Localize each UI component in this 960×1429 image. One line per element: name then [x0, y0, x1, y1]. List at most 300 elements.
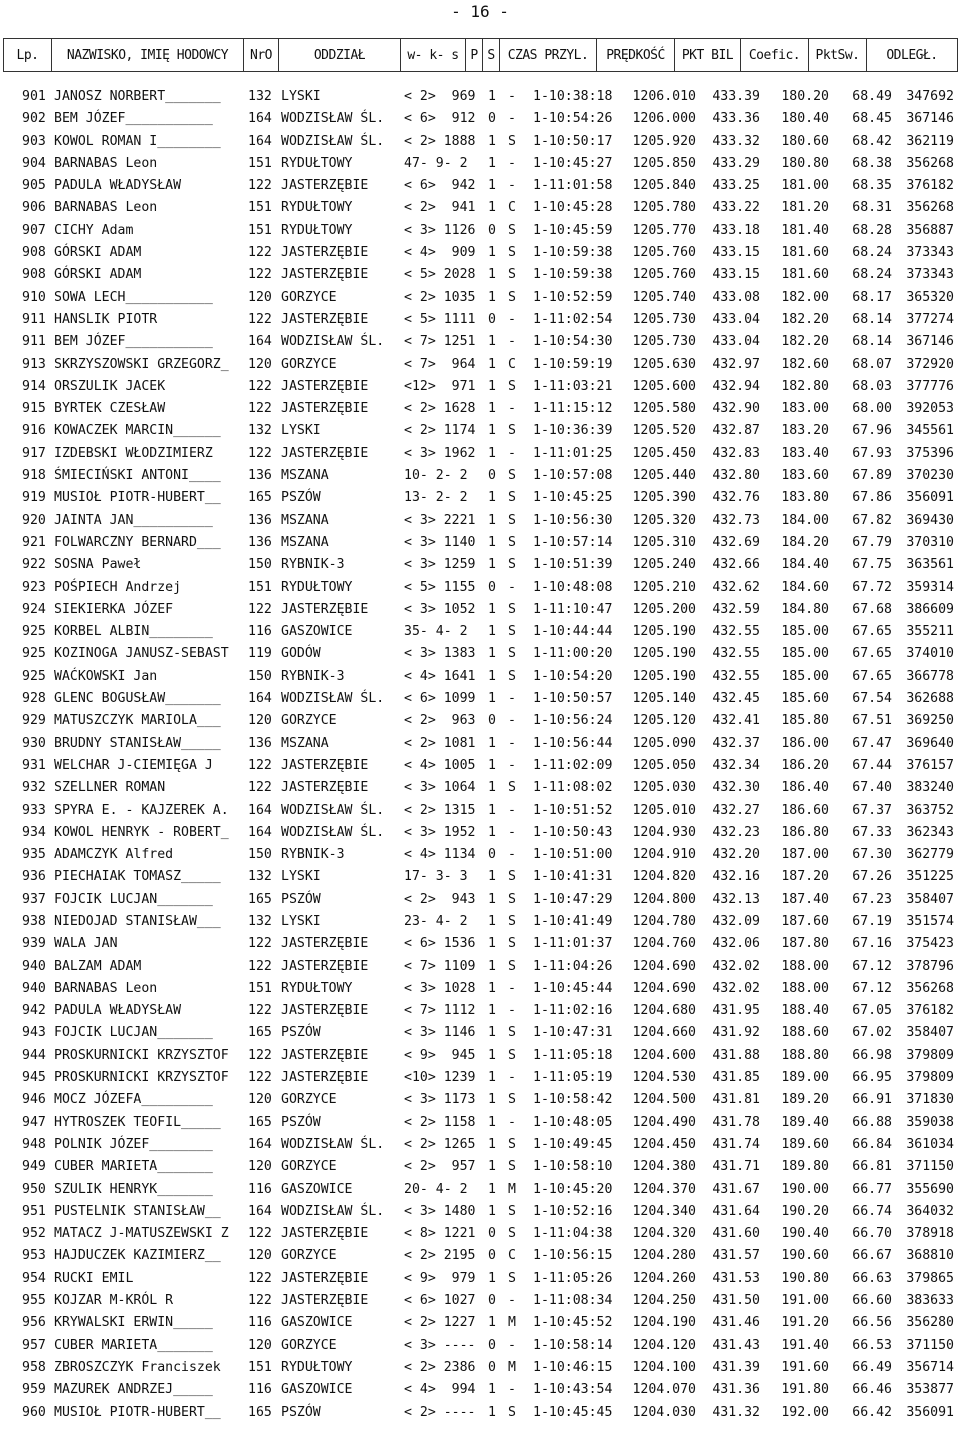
cell-p: 0 — [488, 1226, 496, 1242]
cell-lp: 913 — [22, 356, 46, 372]
cell-pktbil: 432.73 — [712, 512, 760, 528]
cell-pktsw: 66.53 — [852, 1337, 892, 1353]
cell-wks: < 7> 1109 — [404, 958, 476, 974]
cell-p: 1 — [488, 1181, 496, 1197]
cell-nro: 120 — [248, 356, 272, 372]
cell-oddzial: GASZOWICE — [281, 1382, 353, 1398]
cell-czas: 1-11:02:16 — [533, 1003, 613, 1019]
cell-pktbil: 431.46 — [712, 1315, 760, 1331]
cell-pktsw: 66.95 — [852, 1070, 892, 1086]
cell-wks: < 2> 957 — [404, 1159, 476, 1175]
cell-pktsw: 66.60 — [852, 1293, 892, 1309]
cell-nro: 122 — [248, 378, 272, 394]
cell-odleg: 361034 — [906, 1136, 954, 1152]
cell-predkosc: 1204.930 — [632, 824, 696, 840]
cell-wks: < 3> 1126 — [404, 222, 476, 238]
cell-pktsw: 68.00 — [852, 401, 892, 417]
cell-name: KOWOL HENRYK - ROBERT_ — [54, 824, 229, 840]
cell-oddzial: GASZOWICE — [281, 1315, 353, 1331]
cell-pktsw: 68.35 — [852, 178, 892, 194]
cell-name: KOJZAR M-KRÓL R — [54, 1293, 174, 1309]
cell-wks: < 2> 1081 — [404, 735, 476, 751]
cell-pktbil: 433.36 — [712, 111, 760, 127]
cell-wks: < 2> 941 — [404, 200, 476, 216]
cell-lp: 958 — [22, 1359, 46, 1375]
cell-s: - — [508, 111, 516, 127]
cell-coefic: 183.00 — [781, 401, 829, 417]
cell-nro: 122 — [248, 601, 272, 617]
table-row — [0, 510, 960, 532]
cell-name: MUSIOŁ PIOTR-HUBERT__ — [54, 490, 221, 506]
cell-pktbil: 431.53 — [712, 1270, 760, 1286]
cell-nro: 132 — [248, 869, 272, 885]
cell-czas: 1-10:48:08 — [533, 579, 613, 595]
table-row — [0, 1089, 960, 1111]
cell-s: S — [508, 780, 516, 796]
cell-lp: 955 — [22, 1293, 46, 1309]
cell-p: 1 — [488, 1136, 496, 1152]
cell-lp: 934 — [22, 824, 46, 840]
cell-coefic: 188.00 — [781, 958, 829, 974]
cell-oddzial: WODZISŁAW ŚL. — [281, 802, 385, 818]
cell-lp: 908 — [22, 245, 46, 261]
cell-pktsw: 68.03 — [852, 378, 892, 394]
cell-s: - — [508, 847, 516, 863]
cell-oddzial: PSZÓW — [281, 1025, 321, 1041]
cell-wks: 17- 3- 3 — [404, 869, 468, 885]
cell-czas: 1-11:08:34 — [533, 1293, 613, 1309]
cell-lp: 916 — [22, 423, 46, 439]
cell-pktsw: 67.02 — [852, 1025, 892, 1041]
cell-lp: 907 — [22, 222, 46, 238]
cell-pktsw: 67.12 — [852, 980, 892, 996]
cell-odleg: 374010 — [906, 646, 954, 662]
cell-predkosc: 1205.730 — [632, 334, 696, 350]
cell-pktbil: 431.88 — [712, 1047, 760, 1063]
cell-nro: 165 — [248, 1404, 272, 1420]
cell-p: 1 — [488, 824, 496, 840]
cell-lp: 902 — [22, 111, 46, 127]
cell-name: SZELLNER ROMAN — [54, 780, 166, 796]
cell-p: 1 — [488, 356, 496, 372]
cell-lp: 951 — [22, 1203, 46, 1219]
cell-odleg: 372920 — [906, 356, 954, 372]
cell-nro: 164 — [248, 334, 272, 350]
table-row — [0, 978, 960, 1000]
cell-coefic: 187.00 — [781, 847, 829, 863]
cell-oddzial: RYDUŁTOWY — [281, 155, 353, 171]
cell-coefic: 184.40 — [781, 557, 829, 573]
cell-s: S — [508, 289, 516, 305]
cell-s: - — [508, 1070, 516, 1086]
cell-nro: 136 — [248, 468, 272, 484]
cell-pktbil: 433.32 — [712, 133, 760, 149]
cell-nro: 150 — [248, 557, 272, 573]
table-row — [0, 933, 960, 955]
cell-nro: 164 — [248, 1136, 272, 1152]
cell-nro: 116 — [248, 1382, 272, 1398]
cell-oddzial: LYSKI — [281, 913, 321, 929]
cell-pktsw: 67.54 — [852, 691, 892, 707]
cell-odleg: 347692 — [906, 89, 954, 104]
cell-p: 0 — [488, 1248, 496, 1264]
cell-p: 1 — [488, 378, 496, 394]
cell-name: SPYRA E. - KAJZEREK A. — [54, 802, 229, 818]
cell-name: WELCHAR J-CIEMIĘGA J — [54, 757, 213, 773]
cell-pktbil: 431.85 — [712, 1070, 760, 1086]
cell-nro: 132 — [248, 913, 272, 929]
cell-pktsw: 66.70 — [852, 1226, 892, 1242]
cell-czas: 1-10:45:27 — [533, 155, 613, 171]
cell-name: HYTROSZEK TEOFIL_____ — [54, 1114, 221, 1130]
cell-lp: 905 — [22, 178, 46, 194]
cell-pktbil: 431.95 — [712, 1003, 760, 1019]
cell-nro: 122 — [248, 780, 272, 796]
cell-oddzial: MSZANA — [281, 468, 329, 484]
cell-coefic: 185.80 — [781, 713, 829, 729]
cell-czas: 1-10:59:38 — [533, 267, 613, 283]
cell-s: S — [508, 1092, 516, 1108]
cell-oddzial: JASTERZĘBIE — [281, 1003, 369, 1019]
cell-nro: 165 — [248, 1025, 272, 1041]
table-row — [0, 599, 960, 621]
cell-s: S — [508, 646, 516, 662]
cell-s: - — [508, 1003, 516, 1019]
cell-name: POLNIK JÓZEF________ — [54, 1136, 213, 1152]
cell-nro: 122 — [248, 1047, 272, 1063]
cell-czas: 1-10:50:43 — [533, 824, 613, 840]
cell-name: KOZINOGA JANUSZ-SEBAST — [54, 646, 229, 662]
cell-predkosc: 1205.920 — [632, 133, 696, 149]
cell-czas: 1-10:45:59 — [533, 222, 613, 238]
cell-p: 1 — [488, 289, 496, 305]
cell-oddzial: GORZYCE — [281, 1248, 337, 1264]
cell-pktbil: 432.59 — [712, 601, 760, 617]
cell-name: SZULIK HENRYK_______ — [54, 1181, 213, 1197]
cell-wks: < 2> 2195 — [404, 1248, 476, 1264]
header-col-pktsw: PktSw. — [809, 39, 867, 72]
cell-lp: 944 — [22, 1047, 46, 1063]
cell-czas: 1-10:48:05 — [533, 1114, 613, 1130]
cell-odleg: 392053 — [906, 401, 954, 417]
cell-pktbil: 433.15 — [712, 267, 760, 283]
cell-wks: < 3> 1173 — [404, 1092, 476, 1108]
cell-odleg: 362779 — [906, 847, 954, 863]
table-row — [0, 1402, 960, 1424]
cell-pktbil: 433.04 — [712, 334, 760, 350]
table-row — [0, 197, 960, 219]
cell-s: - — [508, 311, 516, 327]
cell-nro: 116 — [248, 1181, 272, 1197]
cell-oddzial: PSZÓW — [281, 1114, 321, 1130]
cell-odleg: 377274 — [906, 311, 954, 327]
cell-predkosc: 1204.070 — [632, 1382, 696, 1398]
cell-predkosc: 1205.190 — [632, 668, 696, 684]
cell-pktsw: 67.65 — [852, 646, 892, 662]
cell-name: MATUSZCZYK MARIOLA___ — [54, 713, 221, 729]
table-row — [0, 1290, 960, 1312]
cell-odleg: 370310 — [906, 534, 954, 550]
cell-predkosc: 1204.690 — [632, 980, 696, 996]
cell-oddzial: RYBNIK-3 — [281, 557, 345, 573]
cell-name: IZDEBSKI WŁODZIMIERZ — [54, 445, 213, 461]
cell-coefic: 190.40 — [781, 1226, 829, 1242]
cell-pktsw: 66.91 — [852, 1092, 892, 1108]
cell-coefic: 187.60 — [781, 913, 829, 929]
cell-s: - — [508, 1382, 516, 1398]
table-row — [0, 1312, 960, 1334]
cell-wks: 47- 9- 2 — [404, 155, 468, 171]
cell-wks: < 2> 1227 — [404, 1315, 476, 1331]
cell-predkosc: 1204.280 — [632, 1248, 696, 1264]
cell-czas: 1-10:54:26 — [533, 111, 613, 127]
cell-oddzial: GORZYCE — [281, 289, 337, 305]
cell-nro: 122 — [248, 267, 272, 283]
cell-nro: 120 — [248, 1248, 272, 1264]
cell-wks: < 2> 1158 — [404, 1114, 476, 1130]
cell-oddzial: WODZISŁAW ŚL. — [281, 1136, 385, 1152]
cell-nro: 122 — [248, 757, 272, 773]
cell-predkosc: 1205.200 — [632, 601, 696, 617]
cell-pktbil: 431.78 — [712, 1114, 760, 1130]
cell-coefic: 183.20 — [781, 423, 829, 439]
cell-pktbil: 433.08 — [712, 289, 760, 305]
table-row — [0, 1067, 960, 1089]
cell-pktbil: 432.13 — [712, 891, 760, 907]
cell-coefic: 185.00 — [781, 668, 829, 684]
cell-p: 1 — [488, 401, 496, 417]
cell-pktbil: 431.39 — [712, 1359, 760, 1375]
cell-s: S — [508, 668, 516, 684]
cell-odleg: 373343 — [906, 267, 954, 283]
cell-pktsw: 68.49 — [852, 89, 892, 104]
cell-name: SIEKIERKA JÓZEF — [54, 601, 174, 617]
cell-coefic: 189.80 — [781, 1159, 829, 1175]
cell-lp: 925 — [22, 646, 46, 662]
cell-odleg: 345561 — [906, 423, 954, 439]
cell-czas: 1-10:36:39 — [533, 423, 613, 439]
cell-lp: 903 — [22, 133, 46, 149]
cell-p: 1 — [488, 534, 496, 550]
cell-lp: 940 — [22, 980, 46, 996]
cell-lp: 933 — [22, 802, 46, 818]
cell-coefic: 192.00 — [781, 1404, 829, 1420]
cell-coefic: 185.60 — [781, 691, 829, 707]
cell-lp: 922 — [22, 557, 46, 573]
cell-czas: 1-10:47:31 — [533, 1025, 613, 1041]
cell-pktsw: 68.42 — [852, 133, 892, 149]
cell-lp: 936 — [22, 869, 46, 885]
cell-oddzial: RYDUŁTOWY — [281, 980, 353, 996]
cell-pktbil: 433.22 — [712, 200, 760, 216]
cell-odleg: 383240 — [906, 780, 954, 796]
cell-predkosc: 1205.630 — [632, 356, 696, 372]
table-row — [0, 777, 960, 799]
cell-odleg: 365320 — [906, 289, 954, 305]
cell-wks: < 2> 969 — [404, 89, 476, 104]
cell-pktsw: 68.28 — [852, 222, 892, 238]
table-row — [0, 443, 960, 465]
cell-s: S — [508, 601, 516, 617]
cell-lp: 924 — [22, 601, 46, 617]
cell-predkosc: 1205.450 — [632, 445, 696, 461]
cell-name: KOWOL ROMAN I________ — [54, 133, 221, 149]
cell-name: SKRZYSZOWSKI GRZEGORZ_ — [54, 356, 229, 372]
cell-name: RUCKI EMIL — [54, 1270, 134, 1286]
cell-nro: 164 — [248, 802, 272, 818]
table-row — [0, 755, 960, 777]
cell-nro: 165 — [248, 891, 272, 907]
cell-predkosc: 1205.140 — [632, 691, 696, 707]
cell-lp: 911 — [22, 311, 46, 327]
table-row — [0, 1112, 960, 1134]
cell-wks: < 7> 1251 — [404, 334, 476, 350]
cell-czas: 1-10:51:00 — [533, 847, 613, 863]
cell-pktsw: 67.30 — [852, 847, 892, 863]
cell-pktsw: 68.14 — [852, 334, 892, 350]
cell-pktbil: 432.90 — [712, 401, 760, 417]
cell-s: - — [508, 89, 516, 104]
cell-pktsw: 67.79 — [852, 534, 892, 550]
cell-s: S — [508, 1203, 516, 1219]
cell-predkosc: 1204.380 — [632, 1159, 696, 1175]
cell-wks: 10- 2- 2 — [404, 468, 468, 484]
cell-wks: < 3> 1140 — [404, 534, 476, 550]
cell-p: 1 — [488, 624, 496, 640]
cell-odleg: 378796 — [906, 958, 954, 974]
table-row — [0, 264, 960, 286]
table-row — [0, 1156, 960, 1178]
cell-name: GÓRSKI ADAM — [54, 245, 142, 261]
cell-oddzial: RYBNIK-3 — [281, 847, 345, 863]
cell-wks: < 6> 1099 — [404, 691, 476, 707]
cell-name: CUBER MARIETA_______ — [54, 1337, 213, 1353]
cell-czas: 1-10:58:42 — [533, 1092, 613, 1108]
cell-wks: < 2> 1628 — [404, 401, 476, 417]
cell-wks: < 3> 1962 — [404, 445, 476, 461]
cell-oddzial: WODZISŁAW ŚL. — [281, 824, 385, 840]
cell-pktbil: 431.36 — [712, 1382, 760, 1398]
cell-pktsw: 66.67 — [852, 1248, 892, 1264]
cell-oddzial: WODZISŁAW ŚL. — [281, 334, 385, 350]
cell-czas: 1-10:45:44 — [533, 980, 613, 996]
cell-s: - — [508, 401, 516, 417]
cell-pktsw: 67.16 — [852, 936, 892, 952]
cell-p: 0 — [488, 1337, 496, 1353]
cell-oddzial: MSZANA — [281, 512, 329, 528]
cell-s: - — [508, 579, 516, 595]
cell-predkosc: 1205.780 — [632, 200, 696, 216]
cell-s: S — [508, 624, 516, 640]
table-row — [0, 643, 960, 665]
cell-czas: 1-10:46:15 — [533, 1359, 613, 1375]
cell-oddzial: JASTERZĘBIE — [281, 267, 369, 283]
table-row — [0, 577, 960, 599]
cell-lp: 945 — [22, 1070, 46, 1086]
cell-pktbil: 432.97 — [712, 356, 760, 372]
cell-odleg: 351225 — [906, 869, 954, 885]
cell-coefic: 185.00 — [781, 646, 829, 662]
cell-predkosc: 1205.240 — [632, 557, 696, 573]
table-row — [0, 710, 960, 732]
table-row — [0, 108, 960, 130]
cell-nro: 164 — [248, 111, 272, 127]
cell-lp: 925 — [22, 668, 46, 684]
cell-predkosc: 1205.090 — [632, 735, 696, 751]
cell-czas: 1-10:47:29 — [533, 891, 613, 907]
cell-czas: 1-11:10:47 — [533, 601, 613, 617]
cell-p: 0 — [488, 468, 496, 484]
cell-pktsw: 68.45 — [852, 111, 892, 127]
cell-p: 1 — [488, 267, 496, 283]
cell-p: 1 — [488, 891, 496, 907]
cell-predkosc: 1205.190 — [632, 624, 696, 640]
cell-p: 1 — [488, 1114, 496, 1130]
cell-oddzial: RYDUŁTOWY — [281, 579, 353, 595]
table-row — [0, 309, 960, 331]
cell-predkosc: 1205.730 — [632, 311, 696, 327]
cell-coefic: 182.60 — [781, 356, 829, 372]
cell-odleg: 379809 — [906, 1047, 954, 1063]
cell-oddzial: MSZANA — [281, 534, 329, 550]
cell-predkosc: 1205.520 — [632, 423, 696, 439]
cell-name: BARNABAS Leon — [54, 200, 158, 216]
cell-predkosc: 1204.250 — [632, 1293, 696, 1309]
cell-predkosc: 1204.340 — [632, 1203, 696, 1219]
cell-p: 1 — [488, 1025, 496, 1041]
cell-pktsw: 67.96 — [852, 423, 892, 439]
cell-pktsw: 68.31 — [852, 200, 892, 216]
cell-s: S — [508, 1159, 516, 1175]
cell-oddzial: MSZANA — [281, 735, 329, 751]
cell-wks: < 9> 945 — [404, 1047, 476, 1063]
cell-name: WALA JAN — [54, 936, 118, 952]
cell-pktsw: 67.23 — [852, 891, 892, 907]
cell-oddzial: RYBNIK-3 — [281, 668, 345, 684]
cell-lp: 942 — [22, 1003, 46, 1019]
cell-s: S — [508, 1270, 516, 1286]
cell-czas: 1-10:41:49 — [533, 913, 613, 929]
header-col-odleg: ODLEGŁ. — [867, 39, 958, 72]
cell-pktbil: 431.60 — [712, 1226, 760, 1242]
cell-oddzial: JASTERZĘBIE — [281, 1226, 369, 1242]
cell-nro: 122 — [248, 245, 272, 261]
table-row — [0, 822, 960, 844]
cell-nro: 151 — [248, 980, 272, 996]
cell-czas: 1-11:04:38 — [533, 1226, 613, 1242]
cell-oddzial: GORZYCE — [281, 1092, 337, 1108]
cell-lp: 925 — [22, 624, 46, 640]
cell-lp: 928 — [22, 691, 46, 707]
table-row — [0, 532, 960, 554]
cell-p: 1 — [488, 1003, 496, 1019]
cell-nro: 165 — [248, 1114, 272, 1130]
cell-wks: 23- 4- 2 — [404, 913, 468, 929]
cell-pktsw: 67.72 — [852, 579, 892, 595]
cell-odleg: 356268 — [906, 980, 954, 996]
cell-pktsw: 67.68 — [852, 601, 892, 617]
cell-name: CICHY Adam — [54, 222, 134, 238]
cell-pktbil: 433.25 — [712, 178, 760, 194]
header-col-pktbil: PKT BIL — [675, 39, 741, 72]
cell-wks: < 6> 942 — [404, 178, 476, 194]
cell-predkosc: 1204.600 — [632, 1047, 696, 1063]
cell-s: S — [508, 1025, 516, 1041]
cell-wks: < 4> 1134 — [404, 847, 476, 863]
cell-pktsw: 66.84 — [852, 1136, 892, 1152]
cell-pktbil: 433.29 — [712, 155, 760, 171]
cell-pktbil: 431.64 — [712, 1203, 760, 1219]
